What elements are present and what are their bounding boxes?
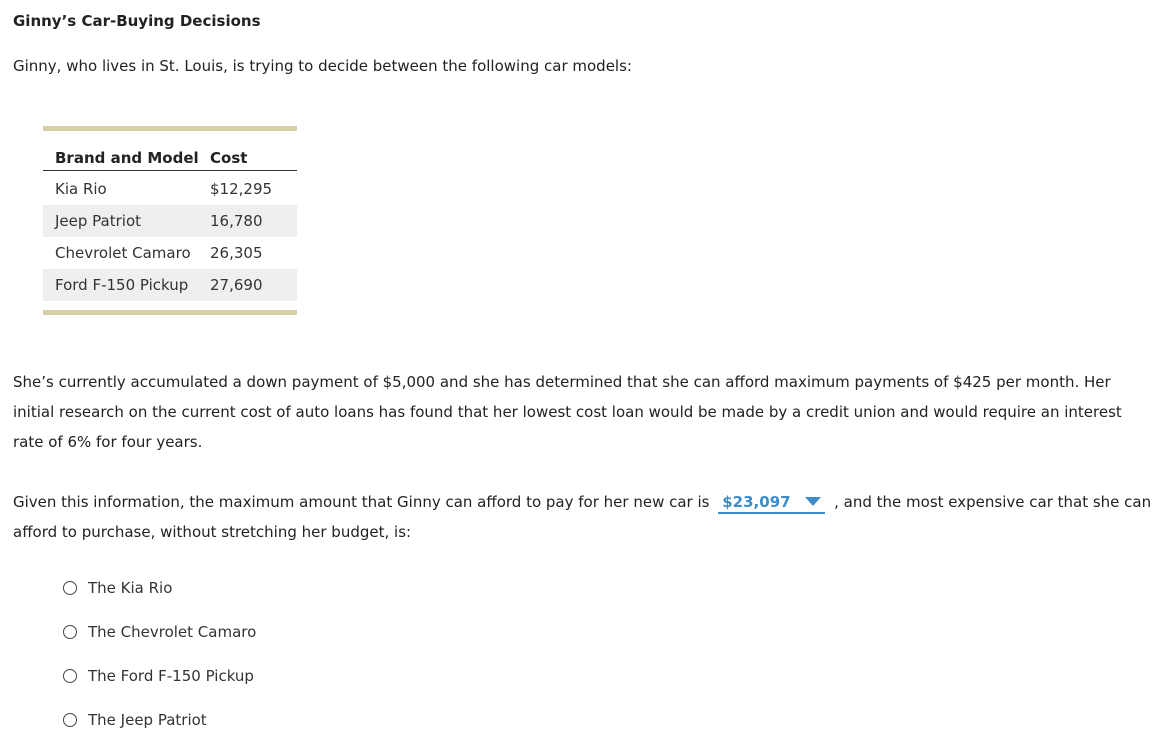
question-line-2: afford to purchase, without stretching her budget, is: [13, 523, 412, 541]
paragraph-line: She’s currently accumulated a down payment of $5,000 and she has determined that she can afford maximum payments of $425 per month. Her [13, 373, 1111, 391]
answer-options [63, 566, 256, 742]
option-kia-rio[interactable] [63, 566, 256, 610]
row-model: Jeep Patriot [55, 212, 142, 230]
option-jeep-patriot[interactable] [63, 698, 256, 742]
header-cost: Cost [210, 149, 248, 167]
row-cost: 26,305 [210, 244, 263, 262]
row-model: Ford F-150 Pickup [55, 276, 189, 294]
row-cost: 16,780 [210, 212, 263, 230]
intro-text: Ginny, who lives in St. Louis, is trying to decide between the following car models: [13, 57, 632, 75]
table-bottom-rule [43, 310, 297, 315]
table-row [43, 205, 297, 237]
header-brand-model: Brand and Model [55, 149, 199, 167]
table-row [43, 237, 297, 269]
table-row [43, 173, 297, 205]
option-label: The Kia Rio [88, 579, 173, 597]
page-title: Ginny’s Car-Buying Decisions [13, 12, 261, 30]
question-line [13, 487, 1173, 517]
paragraph-line: rate of 6% for four years. [13, 433, 203, 451]
option-ford-f150[interactable] [63, 654, 256, 698]
table-header-row [43, 131, 297, 171]
radio-button[interactable] [63, 713, 77, 727]
radio-button[interactable] [63, 581, 77, 595]
max-amount-dropdown[interactable] [718, 492, 825, 514]
option-label: The Ford F-150 Pickup [88, 667, 254, 685]
question-text [13, 487, 1173, 547]
option-chevrolet-camaro[interactable] [63, 610, 256, 654]
question-before: Given this information, the maximum amount that Ginny can afford to pay for her new car is [13, 493, 710, 511]
row-cost: 27,690 [210, 276, 263, 294]
caret-down-icon [805, 497, 821, 506]
option-label: The Chevrolet Camaro [88, 623, 257, 641]
row-cost: $12,295 [210, 180, 273, 198]
dropdown-selected-value: $23,097 [722, 493, 791, 511]
option-label: The Jeep Patriot [88, 711, 207, 729]
radio-button[interactable] [63, 625, 77, 639]
row-model: Chevrolet Camaro [55, 244, 191, 262]
table-row [43, 269, 297, 301]
car-cost-table [43, 126, 297, 315]
paragraph-line: initial research on the current cost of auto loans has found that her lowest cost loan would be made by a credit union and would require an interest [13, 403, 1122, 421]
scenario-paragraph [13, 367, 1163, 457]
question-after: , and the most expensive car that she can [834, 493, 1152, 511]
radio-button[interactable] [63, 669, 77, 683]
row-model: Kia Rio [55, 180, 107, 198]
